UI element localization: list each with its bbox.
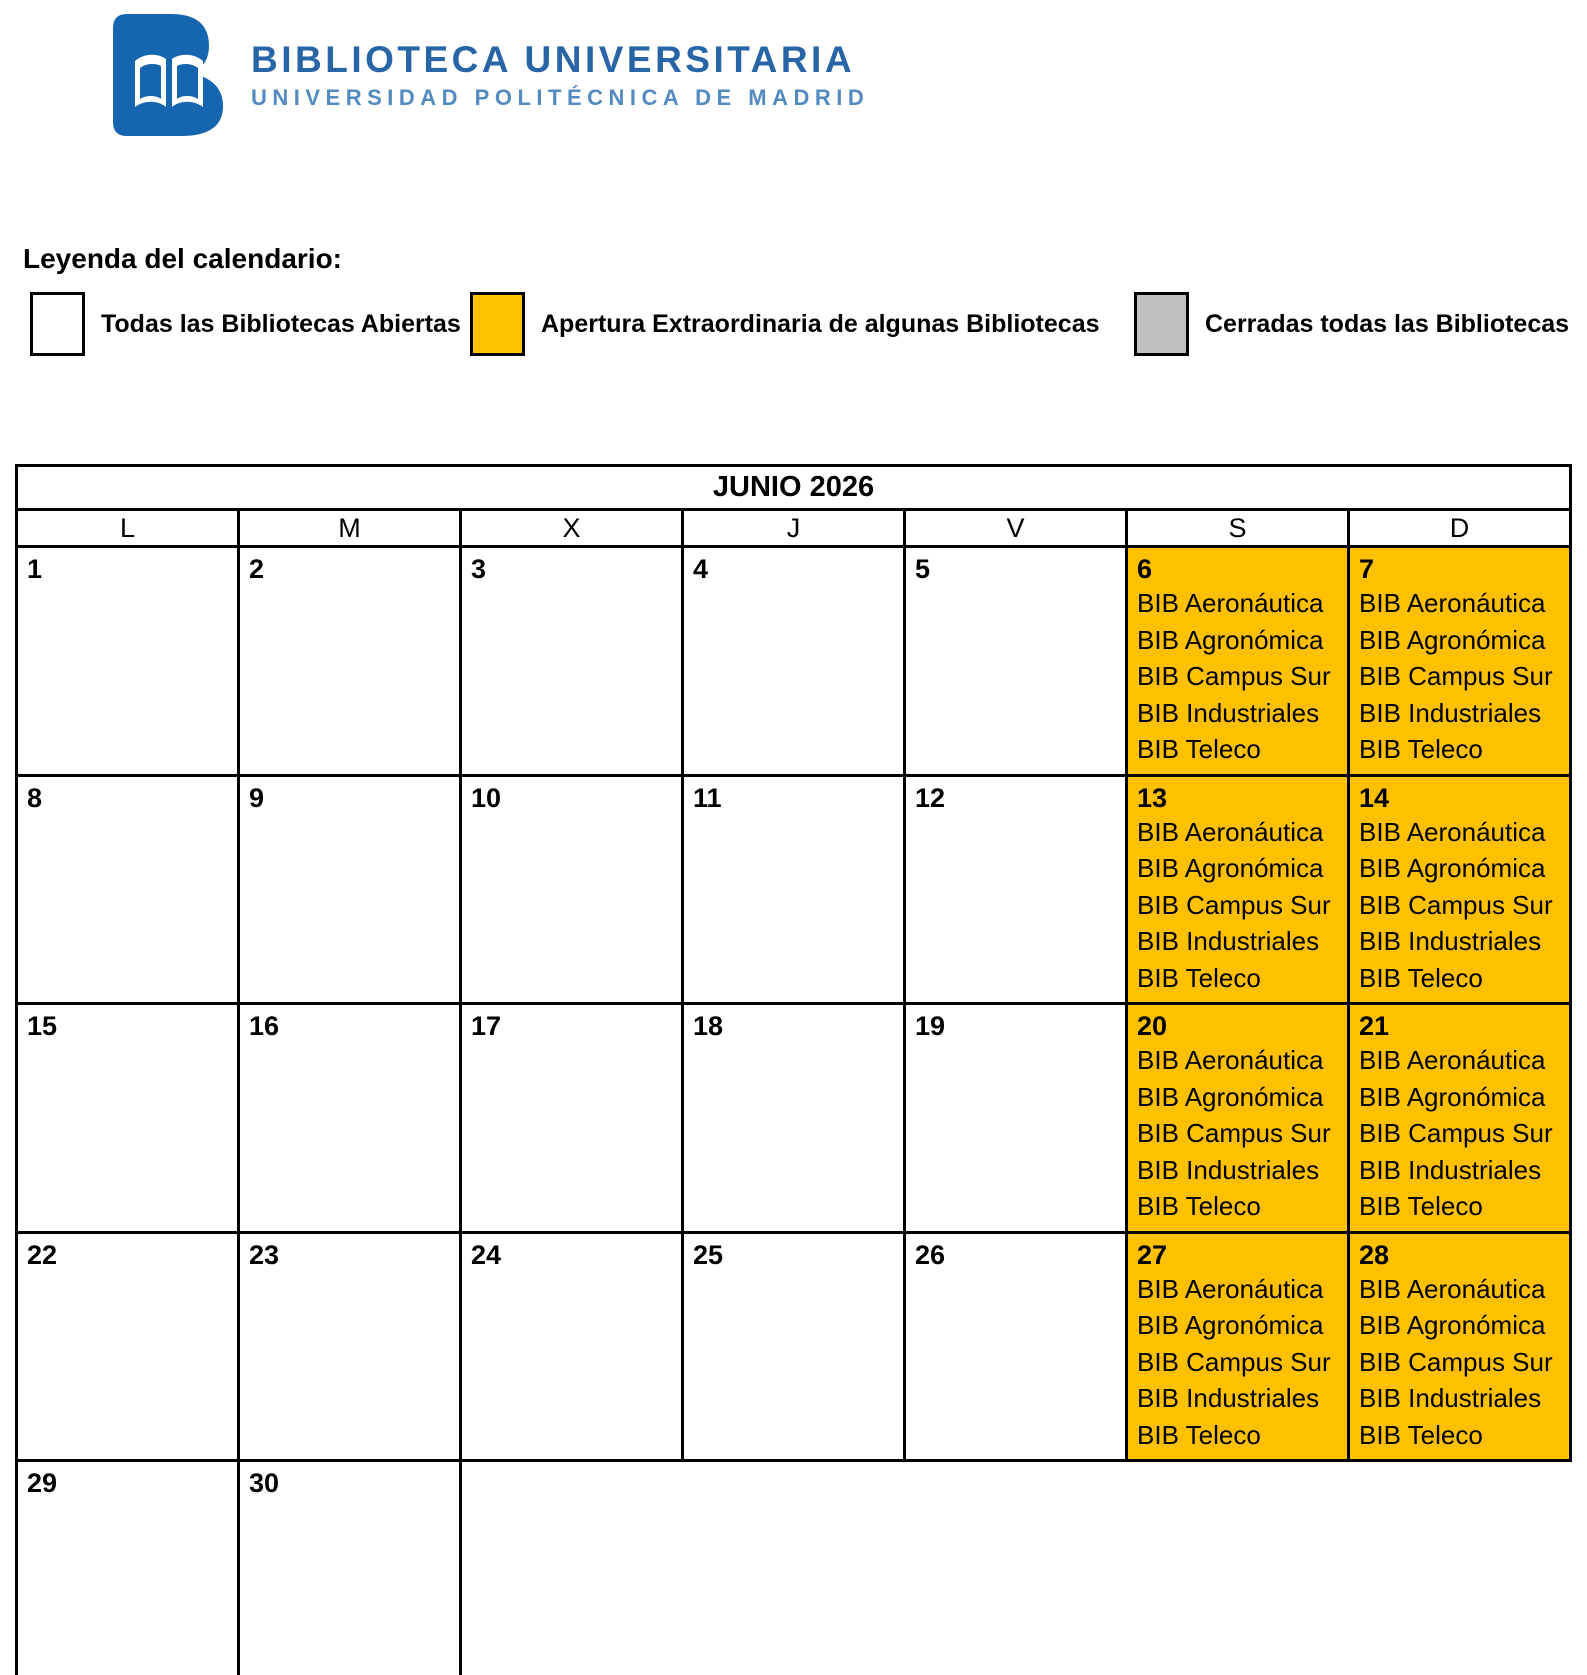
day-number: 5 bbox=[915, 554, 931, 584]
day-cell-21 bbox=[1349, 1004, 1571, 1233]
day-cell-18 bbox=[683, 1004, 905, 1233]
legend-heading: Leyenda del calendario: bbox=[23, 243, 342, 274]
empty-cell bbox=[683, 1461, 905, 1675]
day-number: 4 bbox=[693, 554, 709, 584]
day-cell-22 bbox=[17, 1232, 239, 1461]
legend-label-open: Todas las Bibliotecas Abiertas bbox=[101, 309, 461, 338]
day-cell-3 bbox=[461, 547, 683, 776]
day-number: 13 bbox=[1137, 782, 1168, 813]
library-entry: BIB Agronómica bbox=[1359, 624, 1546, 655]
library-entry: BIB Campus Sur bbox=[1137, 661, 1331, 691]
day-of-week-header-S: S bbox=[1127, 510, 1349, 547]
library-entry: BIB Agronómica bbox=[1359, 853, 1546, 883]
day-cell-4 bbox=[683, 547, 905, 776]
legend-swatch-closed bbox=[1134, 292, 1189, 356]
library-entry: BIB Aeronáutica bbox=[1359, 1273, 1546, 1304]
day-of-week-header-D: D bbox=[1349, 510, 1571, 547]
day-number: 9 bbox=[249, 782, 265, 813]
library-entry: BIB Teleco bbox=[1137, 1191, 1261, 1221]
day-number: 20 bbox=[1137, 1011, 1168, 1041]
library-entry: BIB Industriales bbox=[1359, 926, 1542, 956]
library-entry: BIB Industriales bbox=[1359, 697, 1542, 728]
day-number: 22 bbox=[27, 1239, 58, 1270]
library-entry: BIB Teleco bbox=[1359, 1191, 1483, 1221]
library-entry: BIB Teleco bbox=[1137, 734, 1261, 764]
day-number: 15 bbox=[27, 1011, 58, 1041]
legend-item-closed bbox=[1134, 292, 1569, 356]
day-of-week-header-X: X bbox=[461, 510, 683, 547]
library-entry: BIB Aeronáutica bbox=[1359, 1045, 1546, 1075]
day-cell-5 bbox=[905, 547, 1127, 776]
library-entry: BIB Industriales bbox=[1137, 1154, 1320, 1185]
day-number: 16 bbox=[249, 1011, 280, 1041]
library-entry: BIB Agronómica bbox=[1137, 853, 1324, 883]
day-cell-1 bbox=[17, 547, 239, 776]
empty-cell bbox=[1349, 1461, 1571, 1675]
day-cell-30 bbox=[239, 1461, 461, 1675]
library-entry: BIB Aeronáutica bbox=[1359, 816, 1546, 847]
library-logo bbox=[113, 14, 869, 136]
day-cell-14 bbox=[1349, 775, 1571, 1004]
day-number: 24 bbox=[471, 1239, 502, 1270]
library-entry: BIB Industriales bbox=[1137, 926, 1320, 956]
day-number: 10 bbox=[471, 782, 502, 813]
library-entry: BIB Industriales bbox=[1359, 1154, 1542, 1185]
day-number: 2 bbox=[249, 554, 265, 584]
book-logo-icon bbox=[113, 14, 225, 136]
day-number: 6 bbox=[1137, 554, 1153, 584]
day-cell-7 bbox=[1349, 547, 1571, 776]
day-cell-27 bbox=[1127, 1232, 1349, 1461]
library-entry: BIB Teleco bbox=[1137, 1419, 1261, 1450]
library-entry: BIB Campus Sur bbox=[1359, 889, 1553, 920]
day-number: 7 bbox=[1359, 554, 1375, 584]
logo-subtitle: UNIVERSIDAD POLITÉCNICA DE MADRID bbox=[251, 84, 870, 110]
day-cell-20 bbox=[1127, 1004, 1349, 1233]
legend-label-extraordinary: Apertura Extraordinaria de algunas Bibliotecas bbox=[541, 309, 1100, 338]
day-number: 12 bbox=[915, 782, 946, 813]
day-of-week-header-M: M bbox=[239, 510, 461, 547]
library-entry: BIB Industriales bbox=[1137, 697, 1320, 728]
day-cell-17 bbox=[461, 1004, 683, 1233]
day-number: 17 bbox=[471, 1011, 502, 1041]
day-cell-15 bbox=[17, 1004, 239, 1233]
day-cell-24 bbox=[461, 1232, 683, 1461]
day-number: 8 bbox=[27, 782, 43, 813]
library-entry: BIB Aeronáutica bbox=[1137, 1273, 1324, 1304]
library-entry: BIB Agronómica bbox=[1359, 1081, 1546, 1112]
library-entry: BIB Aeronáutica bbox=[1137, 588, 1324, 618]
library-entry: BIB Campus Sur bbox=[1359, 661, 1553, 691]
day-cell-6 bbox=[1127, 547, 1349, 776]
day-number: 21 bbox=[1359, 1011, 1390, 1041]
library-entry: BIB Industriales bbox=[1359, 1383, 1542, 1413]
library-entry: BIB Industriales bbox=[1137, 1383, 1320, 1413]
empty-cell bbox=[1127, 1461, 1349, 1675]
library-entry: BIB Aeronáutica bbox=[1137, 816, 1324, 847]
library-entry: BIB Campus Sur bbox=[1359, 1346, 1553, 1377]
day-of-week-header-J: J bbox=[683, 510, 905, 547]
library-entry: BIB Teleco bbox=[1359, 734, 1483, 764]
day-number: 1 bbox=[27, 554, 43, 584]
empty-cell bbox=[461, 1461, 683, 1675]
week-row bbox=[17, 1461, 1571, 1675]
day-cell-29 bbox=[17, 1461, 239, 1675]
calendar-table bbox=[15, 464, 1572, 1675]
day-number: 3 bbox=[471, 554, 487, 584]
empty-cell bbox=[905, 1461, 1127, 1675]
calendar-month-title: JUNIO 2026 bbox=[17, 466, 1571, 510]
legend-item-extraordinary bbox=[470, 292, 1100, 356]
logo-title: BIBLIOTECA UNIVERSITARIA bbox=[251, 38, 856, 80]
legend-label-closed: Cerradas todas las Bibliotecas bbox=[1205, 309, 1570, 338]
legend-swatch-extraordinary bbox=[470, 292, 525, 356]
day-cell-19 bbox=[905, 1004, 1127, 1233]
library-entry: BIB Agronómica bbox=[1137, 624, 1324, 655]
library-entry: BIB Campus Sur bbox=[1137, 1346, 1331, 1377]
day-number: 26 bbox=[915, 1239, 946, 1270]
library-entry: BIB Agronómica bbox=[1137, 1081, 1324, 1112]
day-of-week-header-row bbox=[17, 510, 1571, 547]
day-number: 23 bbox=[249, 1239, 280, 1270]
library-entry: BIB Aeronáutica bbox=[1137, 1045, 1324, 1075]
logo-text bbox=[251, 39, 869, 112]
day-number: 19 bbox=[915, 1011, 946, 1041]
week-row bbox=[17, 1232, 1571, 1461]
legend-swatch-open bbox=[30, 292, 85, 356]
week-row bbox=[17, 547, 1571, 776]
library-entry: BIB Campus Sur bbox=[1137, 889, 1331, 920]
day-number: 11 bbox=[693, 782, 722, 813]
legend-item-open bbox=[30, 292, 461, 356]
day-cell-28 bbox=[1349, 1232, 1571, 1461]
day-of-week-header-V: V bbox=[905, 510, 1127, 547]
day-number: 28 bbox=[1359, 1239, 1390, 1270]
library-entry: BIB Aeronáutica bbox=[1359, 588, 1546, 618]
day-cell-25 bbox=[683, 1232, 905, 1461]
day-cell-11 bbox=[683, 775, 905, 1004]
week-row bbox=[17, 1004, 1571, 1233]
library-entry: BIB Agronómica bbox=[1137, 1310, 1324, 1340]
library-entry: BIB Teleco bbox=[1359, 1419, 1483, 1450]
day-cell-10 bbox=[461, 775, 683, 1004]
day-cell-16 bbox=[239, 1004, 461, 1233]
library-entry: BIB Campus Sur bbox=[1359, 1118, 1553, 1148]
day-cell-8 bbox=[17, 775, 239, 1004]
day-cell-9 bbox=[239, 775, 461, 1004]
day-number: 25 bbox=[693, 1239, 724, 1270]
day-number: 27 bbox=[1137, 1239, 1168, 1270]
day-number: 18 bbox=[693, 1011, 724, 1041]
day-number: 30 bbox=[249, 1468, 280, 1498]
library-entry: BIB Campus Sur bbox=[1137, 1118, 1331, 1148]
day-cell-26 bbox=[905, 1232, 1127, 1461]
library-entry: BIB Teleco bbox=[1137, 962, 1261, 993]
day-cell-23 bbox=[239, 1232, 461, 1461]
day-of-week-header-L: L bbox=[17, 510, 239, 547]
day-cell-2 bbox=[239, 547, 461, 776]
week-row bbox=[17, 775, 1571, 1004]
day-cell-13 bbox=[1127, 775, 1349, 1004]
library-entry: BIB Agronómica bbox=[1359, 1310, 1546, 1340]
library-entry: BIB Teleco bbox=[1359, 962, 1483, 993]
day-number: 14 bbox=[1359, 782, 1390, 813]
day-cell-12 bbox=[905, 775, 1127, 1004]
day-number: 29 bbox=[27, 1468, 58, 1498]
